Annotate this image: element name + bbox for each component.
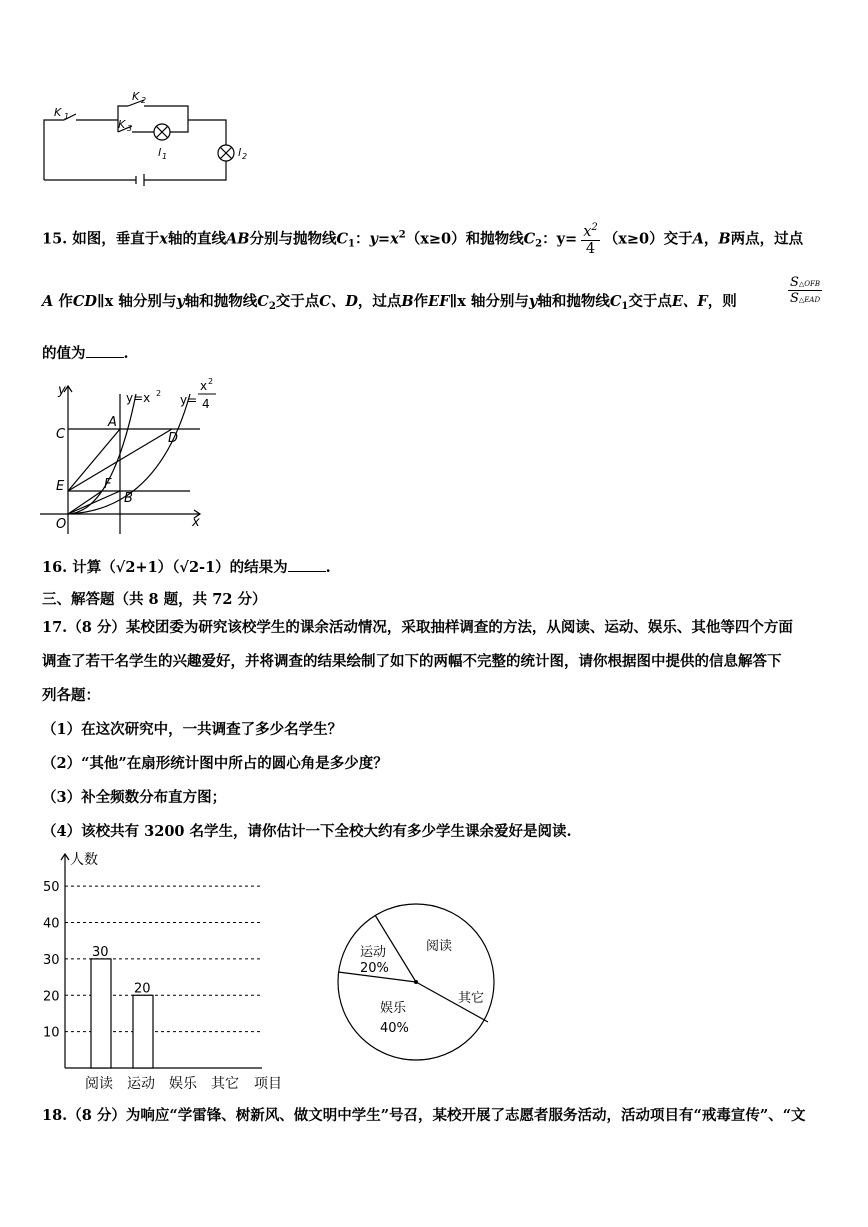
pie-label-reading: 阅读 <box>426 939 453 954</box>
bar <box>91 959 111 1068</box>
y-tick-label: 20 <box>43 989 60 1005</box>
q17-line2: 调查了若干名学生的兴趣爱好，并将调查的结果绘制了如下的两幅不完整的统计图，请你根据图中提供的信息解答下 <box>42 653 782 670</box>
pie-label-sport: 运动 <box>360 945 387 960</box>
answer-blank <box>86 345 124 358</box>
parabola-graph <box>40 374 220 534</box>
category-label: 阅读 <box>85 1076 113 1092</box>
q17-line1: 17.（8 分）某校团委为研究该校学生的课余活动情况，采取抽样调查的方法，从阅读、运动、娱乐、其他等四个方面 <box>42 619 793 636</box>
switch-k2-label: K <box>132 90 140 103</box>
curve1-sup: 2 <box>156 389 162 398</box>
q15-fraction: $\frac{x^2}{4}$ <box>583 222 598 257</box>
curve2-den: 4 <box>202 397 210 411</box>
bar <box>133 995 153 1068</box>
point-f-label: F <box>104 477 112 492</box>
lamp-l1-sub: 1 <box>162 152 168 161</box>
q15-ratio-fraction: S△OFB S△EAD <box>790 275 821 306</box>
lamp-l2-sub: 2 <box>242 152 248 161</box>
answer-blank <box>288 559 326 572</box>
category-label: 其它 <box>211 1076 239 1092</box>
switch-k3-label: K <box>118 118 126 131</box>
lamp-l2-label: l <box>238 146 242 159</box>
switch-k1-label: K <box>54 106 62 119</box>
curve2-label: y= <box>180 393 198 407</box>
bar-value-label: 20 <box>134 981 151 997</box>
curve2-num-sup: 2 <box>208 377 214 386</box>
pie-chart <box>330 900 500 1070</box>
point-a-label: A <box>108 415 117 430</box>
pie-pct-fun: 40% <box>380 1021 409 1036</box>
point-e-label: E <box>56 479 65 494</box>
q15-line3: 的值为 . <box>42 345 129 362</box>
bar-chart <box>40 846 300 1096</box>
point-c-label: C <box>56 427 66 442</box>
pie-center <box>414 980 418 984</box>
graph-x-label: x <box>192 515 200 530</box>
q17-part2: （2）“其他”在扇形统计图中所占的圆心角是多少度？ <box>42 755 388 772</box>
curve2-num: x <box>200 379 208 393</box>
section-heading: 三、解答题（共 8 题，共 72 分） <box>42 591 267 608</box>
bar-xlabel: 项目 <box>254 1076 282 1092</box>
bar-value-label: 30 <box>92 944 109 960</box>
y-tick-label: 30 <box>43 952 60 968</box>
q15-number: 15. <box>42 230 68 248</box>
q15-line1: 15. 如图，垂直于x轴的直线AB分别与抛物线$C_1$：$y=x^2(x\ge 0)$和抛物线$C_2$：y= $\frac{x^2}{4}$ （x≥0）交于A，B两点，过点 <box>42 222 804 257</box>
graph-y-label: y <box>58 383 66 398</box>
q17-line3: 列各题： <box>42 687 100 704</box>
pie-label-fun: 娱乐 <box>380 1001 407 1016</box>
pie-label-other: 其它 <box>458 991 485 1006</box>
y-tick-label: 10 <box>43 1025 60 1041</box>
point-b-label: B <box>124 491 133 506</box>
curve1-label: y=x <box>126 391 151 405</box>
pie-pct-sport: 20% <box>360 961 389 976</box>
sqrt-2: √2 <box>179 559 200 576</box>
category-label: 运动 <box>127 1076 155 1092</box>
q17-part4: （4）该校共有 3200 名学生，请你估计一下全校大约有多少学生课余爱好是阅读. <box>42 823 572 840</box>
switch-k2-sub: 2 <box>141 96 147 105</box>
origin-label: O <box>56 517 67 532</box>
sqrt-2: √2 <box>115 559 136 576</box>
q18-line1: 18.（8 分）为响应“学雷锋、树新风、做文明中学生”号召，某校开展了志愿者服务活动，活动项目有“戒毒宣传”、“文 <box>42 1107 806 1124</box>
lamp-l1-label: l <box>158 146 162 159</box>
q15-line2: A 作CD∥x 轴分别与y轴和抛物线$C_2$交于点C、D，过点B作EF∥x 轴分别与y轴和抛物线$C_1$交于点E、F，则 <box>42 293 737 312</box>
y-tick-label: 40 <box>43 916 60 932</box>
switch-k3-sub: 3 <box>127 124 133 133</box>
q16-line: 16. 计算（√2+1）（√2-1）的结果为 . <box>42 559 331 576</box>
switch-k1-sub: 1 <box>64 112 70 121</box>
bar-ylabel: 人数 <box>70 852 98 868</box>
point-d-label: D <box>168 431 179 446</box>
circuit-diagram <box>40 90 255 190</box>
category-label: 娱乐 <box>169 1076 197 1092</box>
q17-part1: （1）在这次研究中，一共调查了多少名学生？ <box>42 721 343 738</box>
q17-part3: （3）补全频数分布直方图； <box>42 789 227 806</box>
y-tick-label: 50 <box>43 880 60 896</box>
